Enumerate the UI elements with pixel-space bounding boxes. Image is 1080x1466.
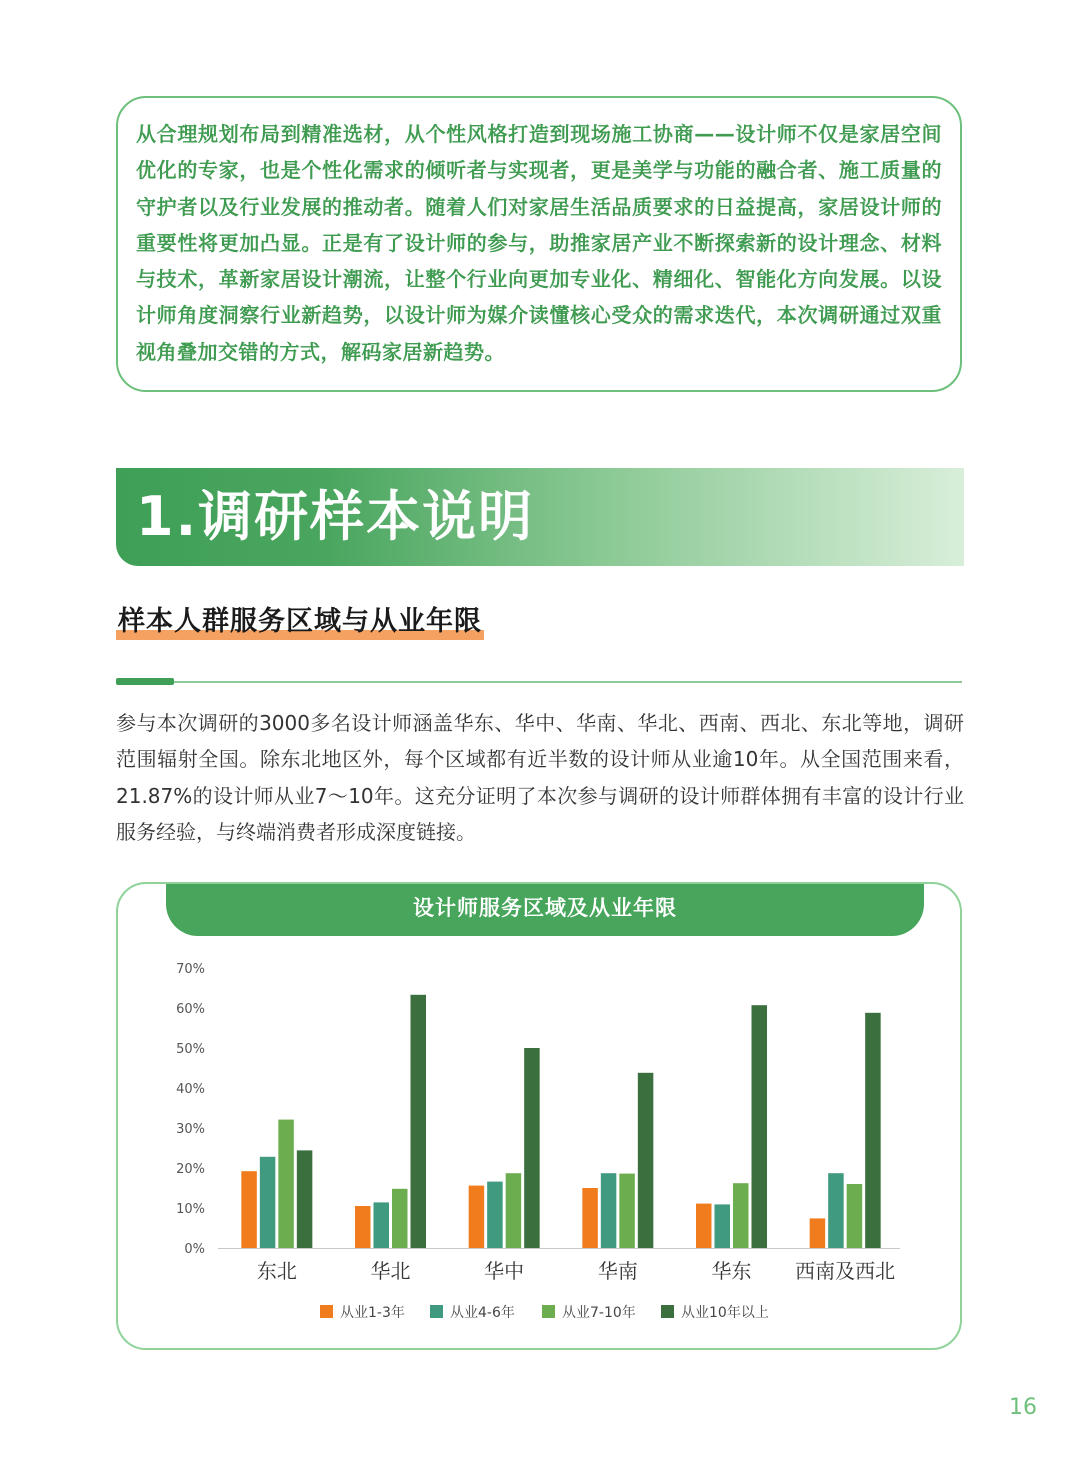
legend-swatch — [430, 1305, 443, 1318]
divider-accent — [116, 678, 174, 685]
bar — [582, 1188, 598, 1248]
subheading-wrap — [116, 604, 484, 640]
y-tick-label: 50% — [176, 1042, 205, 1057]
bar — [278, 1120, 294, 1248]
y-tick-label: 20% — [176, 1162, 205, 1177]
bar — [241, 1171, 257, 1248]
intro-box — [116, 96, 962, 392]
bar — [638, 1073, 654, 1248]
legend-label: 从业4-6年 — [450, 1305, 515, 1321]
bar — [392, 1189, 408, 1248]
bar — [374, 1202, 390, 1248]
bar — [810, 1218, 826, 1248]
x-tick-label: 东北 — [256, 1259, 297, 1283]
legend-label: 从业10年以上 — [681, 1305, 769, 1321]
bar — [696, 1204, 712, 1248]
x-tick-label: 西南及西北 — [795, 1259, 896, 1283]
bar — [487, 1182, 503, 1248]
y-tick-label: 10% — [176, 1202, 205, 1217]
bar — [469, 1186, 485, 1248]
legend-swatch — [661, 1305, 674, 1318]
body-paragraph: 参与本次调研的3000多名设计师涵盖华东、华中、华南、华北、西南、西北、东北等地，调研范围辐射全国。除东北地区外，每个区域都有近半数的设计师从业逾10年。从全国范围来看，21.87%的设计师从业7～10年。这充分证明了本次参与调研的设计师群体拥有丰富的设计行业服务经验，与终端消费者形成深度链接。 — [116, 711, 964, 844]
section-banner — [116, 468, 964, 566]
x-tick-label: 华中 — [484, 1259, 525, 1283]
y-tick-label: 0% — [184, 1242, 205, 1257]
x-tick-label: 华北 — [370, 1259, 411, 1283]
legend-label: 从业1-3年 — [340, 1305, 405, 1321]
legend-label: 从业7-10年 — [562, 1305, 636, 1321]
y-tick-label: 30% — [176, 1122, 205, 1137]
bar — [752, 1005, 768, 1248]
divider-line — [116, 681, 962, 683]
bar — [865, 1013, 881, 1248]
bar — [297, 1150, 313, 1248]
bar — [733, 1183, 749, 1248]
legend-swatch — [542, 1305, 555, 1318]
y-tick-label: 70% — [176, 962, 205, 977]
bar — [260, 1157, 276, 1248]
chart-card — [116, 882, 962, 1350]
bar — [619, 1174, 635, 1248]
subheading: 样本人群服务区域与从业年限 — [116, 604, 484, 640]
legend-swatch — [320, 1305, 333, 1318]
bar — [847, 1184, 863, 1248]
bar — [601, 1173, 617, 1248]
bar — [506, 1173, 521, 1248]
bar — [828, 1173, 844, 1248]
page-number: 16 — [1009, 1395, 1037, 1420]
y-tick-label: 60% — [176, 1002, 205, 1017]
intro-text: 从合理规划布局到精准选材，从个性风格打造到现场施工协商——设计师不仅是家居空间优化的专家，也是个性化需求的倾听者与实现者，更是美学与功能的融合者、施工质量的守护者以及行业发展的推动者。随着人们对家居生活品质要求的日益提高，家居设计师的重要性将更加凸显。正是有了设计师的参与，助推家居产业不断探索新的设计理念、材料与技术，革新家居设计潮流，让整个行业向更加专业化、精细化、智能化方向发展。以设计师角度洞察行业新趋势，以设计师为媒介读懂核心受众的需求迭代，本次调研通过双重视角叠加交错的方式，解码家居新趋势。 — [136, 122, 942, 364]
bar — [524, 1048, 540, 1248]
x-tick-label: 华南 — [597, 1259, 638, 1283]
y-tick-label: 40% — [176, 1082, 205, 1097]
bar-chart — [118, 884, 962, 1350]
bar — [355, 1206, 371, 1248]
chart-title: 设计师服务区域及从业年限 — [166, 882, 924, 936]
bar — [715, 1204, 731, 1248]
x-tick-label: 华东 — [711, 1259, 752, 1283]
bar — [411, 995, 427, 1248]
section-title: 1.调研样本说明 — [136, 485, 535, 548]
